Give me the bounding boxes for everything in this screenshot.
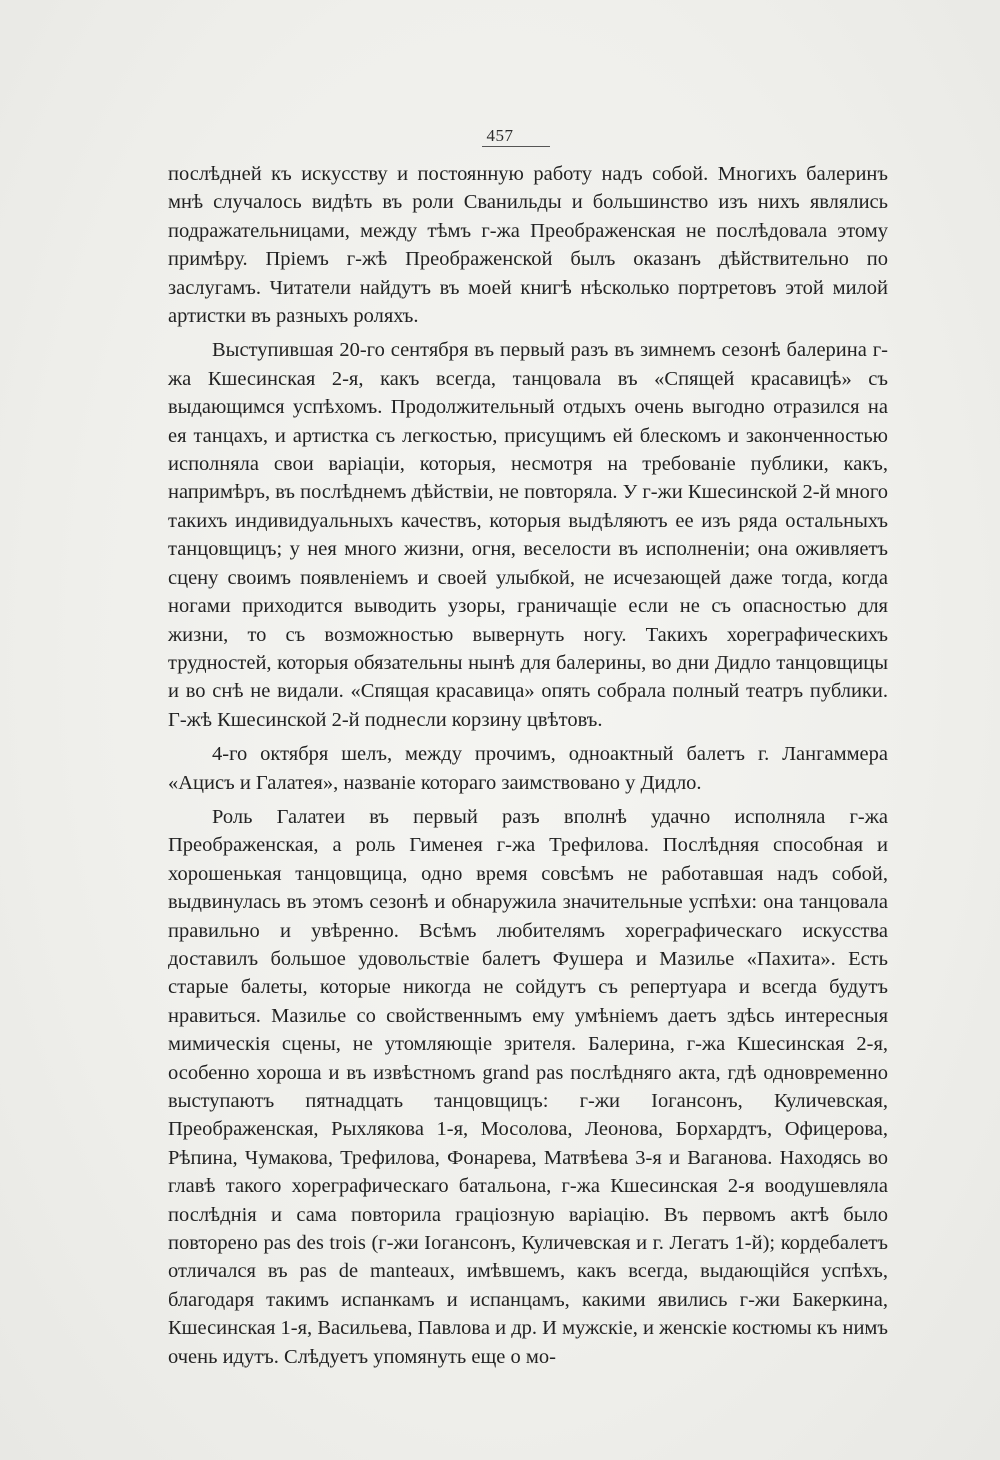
paragraph-1: послѣдней къ искусству и постоянную работу надъ собой. Многихъ балеринъ мнѣ случалось видѣть въ роли Сванильды и большинство изъ нихъ являлись подражательницами, между тѣмъ г-жа Преображенская не послѣдовала этому примѣру. Пріемъ г-жѣ Преображенской былъ оказанъ дѣйствительно по заслугамъ. Читатели найдутъ въ моей книгѣ нѣсколько портретовъ этой милой артистки въ разныхъ роляхъ. [168, 163, 888, 328]
body-text [168, 160, 888, 1371]
page-header [0, 126, 1000, 146]
paragraph-3: 4-го октября шелъ, между прочимъ, одноактный балетъ г. Лангаммера «Ацисъ и Галатея», названіе котораго заимствовано у Дидло. [168, 743, 888, 794]
paragraph-4: Роль Галатеи въ первый разъ вполнѣ удачно исполняла г-жа Преображенская, а роль Гименея г-жа Трефилова. Послѣдняя способная и хорошенькая танцовщица, одно время совсѣмъ не работавшая надъ собой, выдвинулась въ этомъ сезонѣ и обнаружила значительные успѣхи: она танцовала правильно и увѣренно. Всѣмъ любителямъ хореграфическаго искусства доставилъ большое удовольствіе балетъ Фушера и Мазилье «Пахита». Есть старые балеты, которые никогда не сойдутъ съ репертуара и всегда будутъ нравиться. Мазилье со свойственнымъ ему умѣніемъ даетъ здѣсь интересныя мимическія сцены, не утомляющіе зрителя. Балерина, г-жа Кшесинская 2-я, особенно хороша и въ извѣстномъ grand pas послѣдняго акта, гдѣ одновременно выступаютъ пятнадцать танцовщицъ: г-жи Іогансонъ, Куличевская, Преображенская, Рыхлякова 1-я, Мосолова, Леонова, Борхардтъ, Офицерова, Рѣпина, Чумакова, Трефилова, Фонарева, Матвѣева 3-я и Ваганова. Находясь во главѣ такого хореграфическаго батальона, г-жа Кшесинская 2-я воодушевляла послѣднія и сама повторила граціозную варіацію. Въ первомъ актѣ было повторено pas des trois (г-жи Іогансонъ, Куличевская и г. Легатъ 1-й); кордебалетъ отличался въ pas de manteaux, имѣвшемъ, какъ всегда, выдающійся успѣхъ, благодаря такимъ испанкамъ и испанцамъ, какими явились г-жи Бакеркина, Кшесинская 1-я, Васильева, Павлова и др. И мужскіе, и женскіе костюмы къ нимъ очень идутъ. Слѣдуетъ упомянуть еще о мо- [168, 805, 888, 1368]
page-number-rule [482, 146, 550, 147]
page-number: 457 [486, 126, 514, 145]
paragraph-2: Выступившая 20-го сентября въ первый разъ въ зимнемъ сезонѣ балерина г-жа Кшесинская 2-я, какъ всегда, танцовала въ «Спящей красавицѣ» съ выдающимся успѣхомъ. Продолжительный отдыхъ очень выгодно отразился на ея танцахъ, и артистка съ легкостью, присущимъ ей блескомъ и законченностью исполняла свои варіаціи, которыя, несмотря на требованіе публики, какъ, напримѣръ, въ послѣднемъ дѣйствіи, не повторяла. У г-жи Кшесинской 2-й много такихъ индивидуальныхъ качествъ, которыя выдѣляютъ ее изъ ряда остальныхъ танцовщицъ; у нея много жизни, огня, веселости въ исполненіи; она оживляетъ сцену своимъ появленіемъ и своей улыбкой, не исчезающей даже тогда, когда ногами приходится выводить узоры, граничащіе если не съ опасностью для жизни, то съ возможностью вывернуть ногу. Такихъ хореграфическихъ трудностей, которыя обязательны нынѣ для балерины, во дни Дидло танцовщицы и во снѣ не видали. «Спящая красавица» опять собрала полный театръ публики. Г-жѣ Кшесинской 2-й поднесли корзину цвѣтовъ. [168, 339, 888, 731]
